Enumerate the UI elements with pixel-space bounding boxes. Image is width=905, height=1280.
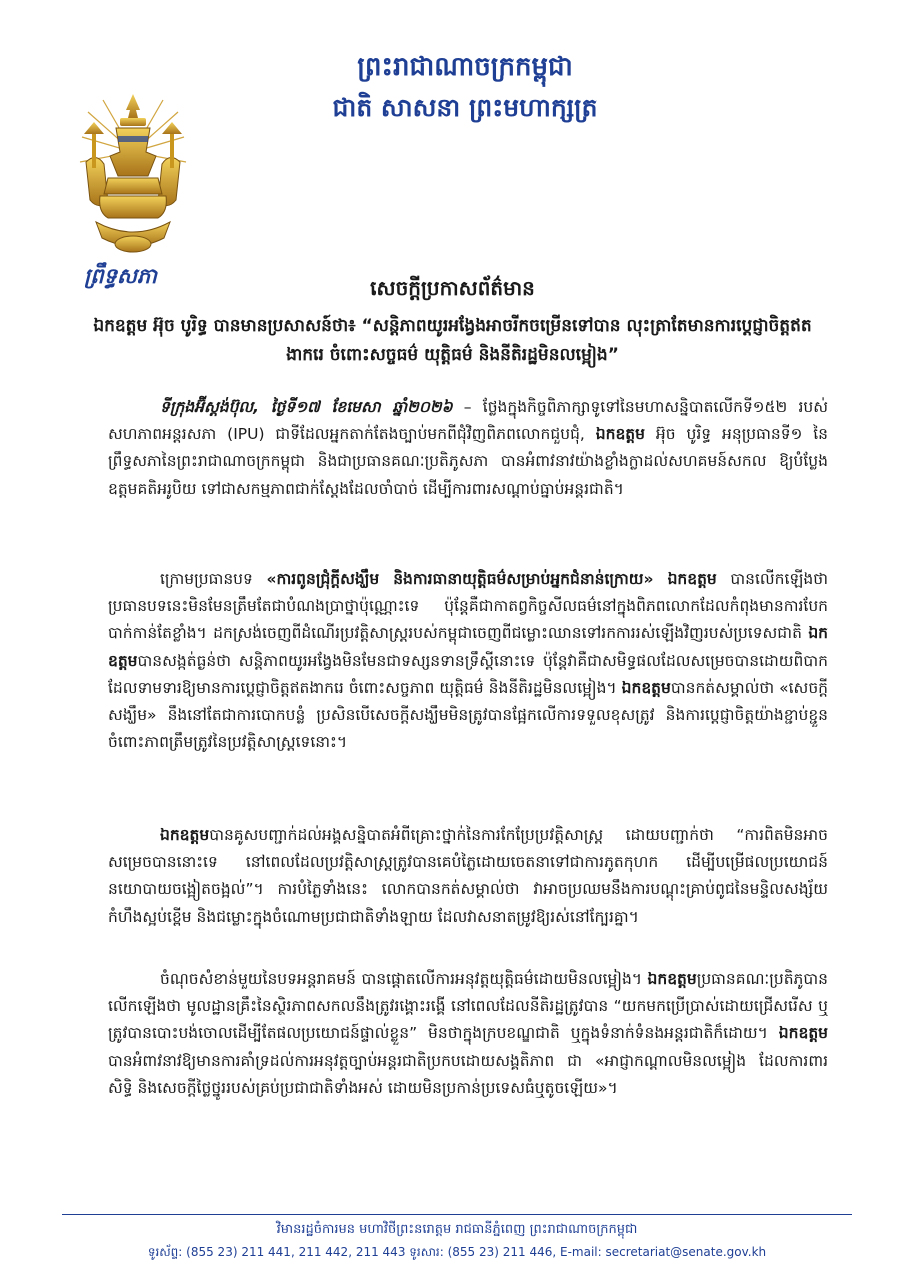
paragraph-4-text-e: បានអំពាវនាវឱ្យមានការគាំទ្រដល់ការអនុវត្តច្បាប់អន្តរជាតិប្រកបដោយសង្គតិភាព ជា «អាជ្ញាកណ្តាលមិនលម្អៀង ដែលការពារសិទ្ធិ និងសេចក្តីថ្លៃថ្នូររបស់គ្រប់ប្រជាជាតិទាំងអស់ ដោយមិនប្រកាន់ប្រទេសធំឬតូចឡើយ»។ — [108, 1051, 828, 1097]
paragraph-2-text-e: បានសង្កត់ធ្ងន់ថា សន្តិភាពយូរអង្វែងមិនមែនជាទស្សនទានទ្រឹស្តីនោះទេ ប៉ុន្តែវាគឺជាសមិទ្ធផលដែលសម្រេចបានដោយពិបាក ដែលទាមទារឱ្យមានការប្តេជ្ញាចិត្តឥតងាករេ ចំពោះសច្ចភាព យុត្តិធម៌ និងនីតិរដ្ឋមិនលម្អៀង។ — [108, 651, 828, 697]
honorific: ឯកឧត្តម — [595, 425, 645, 444]
document-subtitle: ឯកឧត្តម អ៊ុច បូរិទ្ធ បានមានប្រសាសន៍ថា៖ “សន្តិភាពយូរអង្វែងអាចរីកចម្រើនទៅបាន លុះត្រាតែមានការប្តេជ្ញាចិត្តឥតងាករេ ចំពោះសច្ចធម៌ យុត្តិធម៌ និងនីតិរដ្ឋមិនលម្អៀង” — [93, 316, 812, 365]
paragraph-2 — [108, 566, 828, 756]
paragraph-3-text-b: បានគូសបញ្ជាក់ដល់អង្គសន្និបាតអំពីគ្រោះថ្នាក់នៃការកែប្រែប្រវត្តិសាស្ត្រ ដោយបញ្ជាក់ថា “ការពិតមិនអាចសម្រេចបាននោះទេ នៅពេលដែលប្រវត្តិសាស្ត្រត្រូវបានគេបំភ្លៃដោយចេតនាទៅជាការភូតកុហក ដើម្បីបម្រើផលប្រយោជន៍នយោបាយចង្អៀតចង្អល់”។ ការបំភ្លៃទាំងនេះ លោកបានកត់សម្គាល់ថា វាអាចប្រឈមនឹងការបណ្តុះគ្រាប់ពូជនៃមន្ទិលសង្ស័យ កំហឹងស្អប់ខ្ពើម និងជម្លោះក្នុងចំណោមប្រជាជាតិទាំងឡាយ ដែលវាសនាតម្រូវឱ្យរស់នៅក្បែរគ្នា។ — [108, 826, 828, 926]
paragraph-1-text-a: – ថ្លែងក្នុងកិច្ចពិភាក្សាទូទៅនៃមហាសន្និបាតលើកទី១៥២ របស់សហភាពអន្តរសភា (IPU) ជាទីដែលអ្នកតាក់តែងច្បាប់មកពីជុំវិញពិភពលោកជួបជុំ, — [108, 398, 828, 444]
honorific: ឯកឧត្តម — [778, 1024, 828, 1043]
theme-title: «ការពូនជ្រុំក្តីសង្ឃឹម និងការធានាយុត្តិធម៌សម្រាប់អ្នកជំនាន់ក្រោយ» ឯកឧត្តម — [266, 570, 717, 588]
paragraph-2-text-c: បានលើកឡើងថា ប្រធានបទនេះមិនមែនត្រឹមតែជាបំណងប្រាថ្នាប៉ុណ្ណោះទេ ប៉ុន្តែគឺជាកាតព្វកិច្ចសីលធម៌នៅក្នុងពិភពលោកដែលកំពុងមានការបែកបាក់កាន់តែខ្លាំង។ ដកស្រង់ចេញពីដំណើរប្រវត្តិសាស្ត្ររបស់កម្ពុជាចេញពីជម្លោះឈានទៅរកការរស់ឡើងវិញរបស់ប្រទេសជាតិ — [108, 570, 828, 643]
honorific: ឯកឧត្តម — [108, 624, 828, 670]
paragraph-3 — [108, 822, 828, 931]
paragraph-1-text-c: អ៊ុច បូរិទ្ធ អនុប្រធានទី១ នៃព្រឹទ្ធសភានៃព្រះរាជាណាចក្រកម្ពុជា និងជាប្រធានគណៈប្រតិភូសភា បានអំពាវនាវយ៉ាងខ្លាំងក្លាដល់សហគមន៍សកល ឱ្យបំប្លែងឧត្តមគតិអរូបិយ ទៅជាសកម្មភាពជាក់ស្តែងដែលចាំបាច់ ដើម្បីការពារសណ្តាប់ធ្នាប់អន្តរជាតិ។ — [108, 425, 828, 498]
paragraph-4 — [108, 966, 828, 1102]
national-motto: ជាតិ សាសនា ព្រះមហាក្សត្រ — [332, 93, 598, 122]
honorific: ឯកឧត្តម — [621, 678, 671, 697]
paragraph-1 — [108, 394, 828, 503]
footer-divider — [62, 1214, 852, 1215]
document-title: សេចក្តីប្រកាសព័ត៌មាន — [370, 276, 535, 300]
footer-address: វិមានរដ្ឋចំការមន មហាវិថីព្រះនរោត្តម រាជធានីភ្នំពេញ ព្រះរាជាណាចក្រកម្ពុជា — [276, 1222, 638, 1237]
footer-contact: ទូរស័ព្ទ: (855 23) 211 441, 211 442, 211 443 ទូរសារ: (855 23) 211 446, E-mail: secretariat@senate.gov.kh — [147, 1245, 767, 1259]
kingdom-heading: ព្រះរាជាណាចក្រកម្ពុជា — [357, 52, 573, 82]
honorific: ឯកឧត្តម — [160, 826, 210, 844]
paragraph-4-text-c: ប្រធានគណៈប្រតិភូបានលើកឡើងថា មូលដ្ឋានគ្រឹះនៃស្ថិរភាពសកលនឹងត្រូវរង្គោះរង្គើ នៅពេលដែលនីតិរដ្ឋត្រូវបាន “យកមកប្រើប្រាស់ដោយជ្រើសរើស ឬត្រូវបានបោះបង់ចោលដើម្បីតែផលប្រយោជន៍ផ្ទាល់ខ្លួន” មិនថាក្នុងក្របខណ្ឌជាតិ ឬក្នុងទំនាក់ទំនងអន្តរជាតិក៏ដោយ។ — [108, 970, 828, 1043]
paragraph-4-text-a: ចំណុចសំខាន់មួយនៃបទអន្តរាគមន៍ បានផ្តោតលើការអនុវត្តយុត្តិធម៌ដោយមិនលម្អៀង។ — [160, 970, 648, 988]
paragraph-2-text-g: បានកត់សម្គាល់ថា «សេចក្តីសង្ឃឹម» នឹងនៅតែជាការបោកបន្លំ ប្រសិនបើសេចក្តីសង្ឃឹមមិនត្រូវបានផ្អែកលើការទទួលខុសត្រូវ និងការប្តេជ្ញាចិត្តយ៉ាងខ្ជាប់ខ្ជួនចំពោះភាពត្រឹមត្រូវនៃប្រវត្តិសាស្ត្រទេនោះ។ — [108, 678, 828, 752]
honorific: ឯកឧត្តម — [647, 970, 697, 988]
institution-name: ព្រឹទ្ធសភា — [84, 264, 157, 288]
dateline: ទីក្រុងអ៊ីស្តង់ប៊ុល, ថ្ងៃទី១៧ ខែមេសា ឆ្នាំ២០២៦ — [160, 398, 453, 416]
royal-coat-of-arms-icon — [78, 92, 188, 262]
paragraph-2-text-a: ក្រោមប្រធានបទ — [160, 570, 267, 588]
